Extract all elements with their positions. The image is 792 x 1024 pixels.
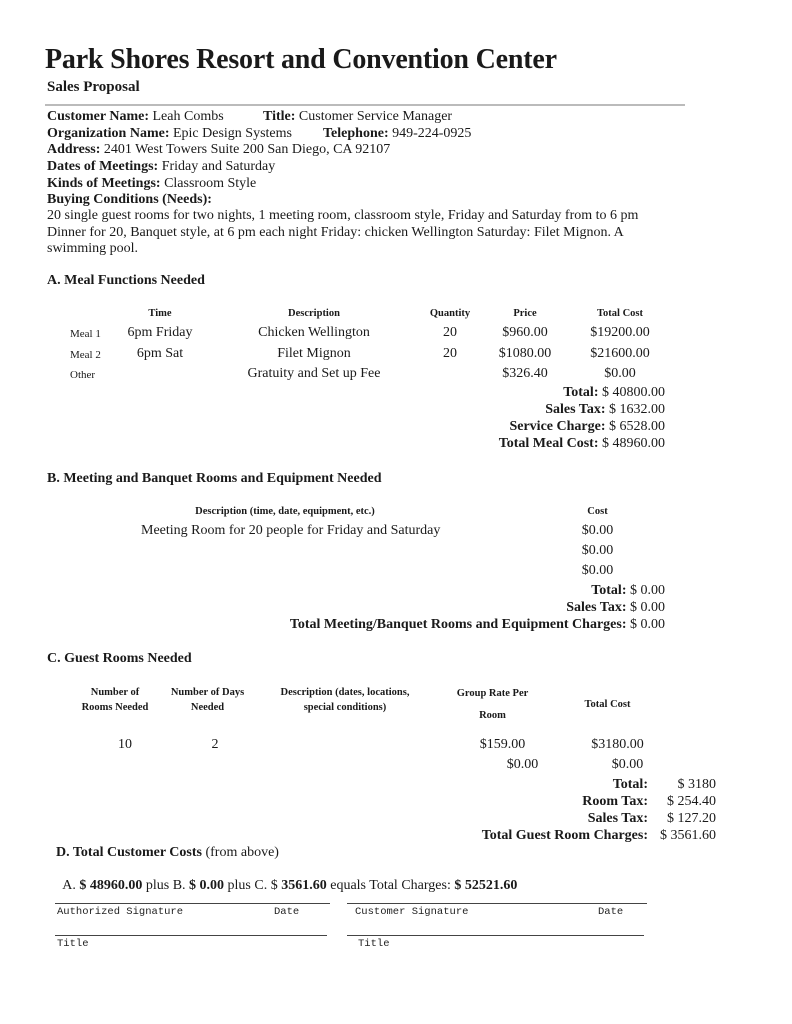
b-row-cost: $0.00 (581, 563, 614, 578)
group-rate: $0.00 (506, 757, 539, 772)
meal-row-label: Meal 1 (70, 328, 101, 340)
total-meal-cost-label: Total Meal Cost: (498, 436, 599, 451)
meal-description: Gratuity and Set up Fee (247, 366, 381, 381)
summary-plus-b: plus B. (142, 878, 190, 893)
b-row-description: Meeting Room for 20 people for Friday and Saturday (141, 523, 441, 538)
b-grand-total-value: $ 0.00 (630, 617, 665, 632)
needs-line: 20 single guest rooms for two nights, 1 meeting room, classroom style, Friday and Saturday from to 6 pm (47, 208, 639, 223)
c-sales-tax-label: Sales Tax: (587, 811, 648, 826)
telephone-row (323, 126, 471, 142)
authorized-signature-label: Authorized Signature (57, 906, 184, 918)
summary-b-value: $ 0.00 (189, 878, 225, 893)
address: 2401 West Towers Suite 200 San Diego, CA 92107 (103, 142, 391, 157)
meal-description: Filet Mignon (277, 346, 351, 361)
customer-name-row (47, 109, 224, 125)
col-rooms-needed (70, 685, 160, 715)
c-total-value: $ 3180 (677, 777, 716, 792)
page-title: Park Shores Resort and Convention Center (45, 44, 557, 75)
meal-total: $21600.00 (590, 346, 650, 361)
section-c-heading: C. Guest Rooms Needed (47, 651, 192, 666)
meal-quantity: 20 (443, 346, 457, 361)
meal-time: 6pm Sat (136, 346, 184, 361)
meal-price: $960.00 (502, 325, 548, 340)
total-charges-summary (56, 862, 517, 894)
sales-tax-value: $ 1632.00 (609, 402, 665, 417)
meal-price: $1080.00 (498, 346, 552, 361)
summary-a-prefix: A. (62, 878, 80, 893)
total-value: $ 40800.00 (602, 385, 665, 400)
summary-plus-c: plus C. $ (224, 878, 282, 893)
section-d-heading: D. Total Customer Costs (56, 845, 202, 860)
dates-label: Dates of Meetings: (47, 159, 159, 174)
section-d-note: (from above) (201, 845, 279, 860)
kinds-row (47, 176, 256, 192)
customer-title: Customer Service Manager (298, 109, 453, 124)
col-time: Time (148, 308, 172, 319)
col-total-cost: Total Cost (597, 308, 643, 319)
meal-price: $326.40 (502, 366, 548, 381)
telephone-label: Telephone: (323, 126, 389, 141)
customer-title-line[interactable] (347, 935, 644, 936)
b-row-cost: $0.00 (581, 523, 614, 538)
meal-row-label: Other (70, 369, 96, 381)
sales-tax-label: Sales Tax: (566, 600, 627, 615)
col-rooms-line: Number of (90, 687, 140, 698)
kinds: Classroom Style (164, 176, 257, 191)
col-days-line: Needed (190, 702, 225, 713)
customer-title-row (263, 109, 452, 125)
service-charge-value: $ 6528.00 (609, 419, 665, 434)
customer-title-label: Title: (263, 109, 296, 124)
meal-quantity: 20 (443, 325, 457, 340)
summary-a-value: $ 48960.00 (79, 878, 143, 893)
total-value: $ 0.00 (630, 583, 665, 598)
b-grand-total-line (200, 617, 665, 633)
sales-tax-value: $ 0.00 (630, 600, 665, 615)
customer-name: Leah Combs (152, 109, 224, 124)
needs-line: Dinner for 20, Banquet style, at 6 pm each night Friday: chicken Wellington Saturday: Filet Mignon. A (47, 225, 624, 240)
col-room-desc-line: Description (dates, locations, (280, 687, 410, 698)
sales-tax-label: Sales Tax: (545, 402, 606, 417)
customer-name-label: Customer Name: (47, 109, 149, 124)
col-price: Price (513, 308, 537, 319)
dates: Friday and Saturday (161, 159, 276, 174)
authorized-date-label: Date (274, 906, 300, 918)
customer-signature-line[interactable] (347, 903, 647, 904)
b-sales-tax-line (300, 600, 665, 616)
rooms-count: 10 (118, 737, 132, 752)
meal-sales-tax-line (400, 402, 665, 418)
col-quantity: Quantity (429, 308, 471, 319)
col-rooms-line: Rooms Needed (81, 702, 149, 713)
col-group-rate (440, 683, 545, 727)
summary-c-value: 3561.60 (281, 878, 327, 893)
meal-time: 6pm Friday (127, 325, 193, 340)
authorized-title-label: Title (57, 938, 89, 950)
total-meal-cost-line (400, 436, 665, 452)
summary-equals: equals Total Charges: (326, 878, 455, 893)
section-a-heading: A. Meal Functions Needed (47, 273, 205, 288)
organization-name: Epic Design Systems (172, 126, 292, 141)
col-group-rate-line: Group Rate Per (456, 688, 529, 699)
dates-row (47, 159, 275, 175)
room-total: $0.00 (611, 757, 644, 772)
guest-room-charges-value: $ 3561.60 (660, 828, 716, 843)
c-sales-tax-value: $ 127.20 (667, 811, 716, 826)
authorized-title-line[interactable] (55, 935, 327, 936)
page-subtitle: Sales Proposal (47, 79, 140, 95)
col-room-desc-line: special conditions) (303, 702, 387, 713)
needs-label: Buying Conditions (Needs): (47, 192, 212, 207)
col-b-cost: Cost (587, 506, 608, 517)
customer-date-label: Date (598, 906, 624, 918)
col-room-description (265, 685, 425, 715)
col-b-description: Description (time, date, equipment, etc.) (195, 506, 375, 517)
b-row-cost: $0.00 (581, 543, 614, 558)
authorized-signature-line[interactable] (55, 903, 330, 904)
customer-signature-label: Customer Signature (355, 906, 469, 918)
header-divider (45, 104, 685, 106)
meal-total: $0.00 (604, 366, 636, 381)
kinds-label: Kinds of Meetings: (47, 176, 161, 191)
meal-description: Chicken Wellington (258, 325, 370, 340)
c-total-label: Total: (612, 777, 648, 792)
col-group-rate-line: Room (479, 710, 506, 721)
summary-total-value: $ 52521.60 (454, 878, 518, 893)
meal-total: $19200.00 (590, 325, 650, 340)
meal-total-line (400, 385, 665, 401)
telephone: 949-224-0925 (392, 126, 472, 141)
col-days-line: Number of Days (170, 687, 245, 698)
b-grand-total-label: Total Meeting/Banquet Rooms and Equipment Charges: (289, 617, 627, 632)
meal-service-charge-line (400, 419, 665, 435)
days-count: 2 (211, 737, 219, 752)
room-tax-label: Room Tax: (582, 794, 648, 809)
total-meal-cost-value: $ 48960.00 (602, 436, 665, 451)
col-days-needed (160, 685, 255, 715)
room-total: $3180.00 (591, 737, 644, 752)
meal-row-label: Meal 2 (70, 349, 101, 361)
total-label: Total: (591, 583, 627, 598)
service-charge-label: Service Charge: (509, 419, 606, 434)
total-label: Total: (563, 385, 599, 400)
group-rate: $159.00 (479, 737, 526, 752)
section-b-heading: B. Meeting and Banquet Rooms and Equipment Needed (47, 471, 382, 486)
address-row (47, 142, 390, 158)
col-c-total-cost: Total Cost (584, 699, 631, 710)
organization-row (47, 126, 292, 142)
b-total-line (300, 583, 665, 599)
guest-room-charges-label: Total Guest Room Charges: (481, 828, 648, 843)
organization-label: Organization Name: (47, 126, 170, 141)
section-d-heading-row (56, 845, 279, 861)
col-description: Description (288, 308, 340, 319)
needs-line: swimming pool. (47, 241, 139, 256)
room-tax-value: $ 254.40 (667, 794, 716, 809)
customer-title-label: Title (358, 938, 390, 950)
address-label: Address: (47, 142, 101, 157)
